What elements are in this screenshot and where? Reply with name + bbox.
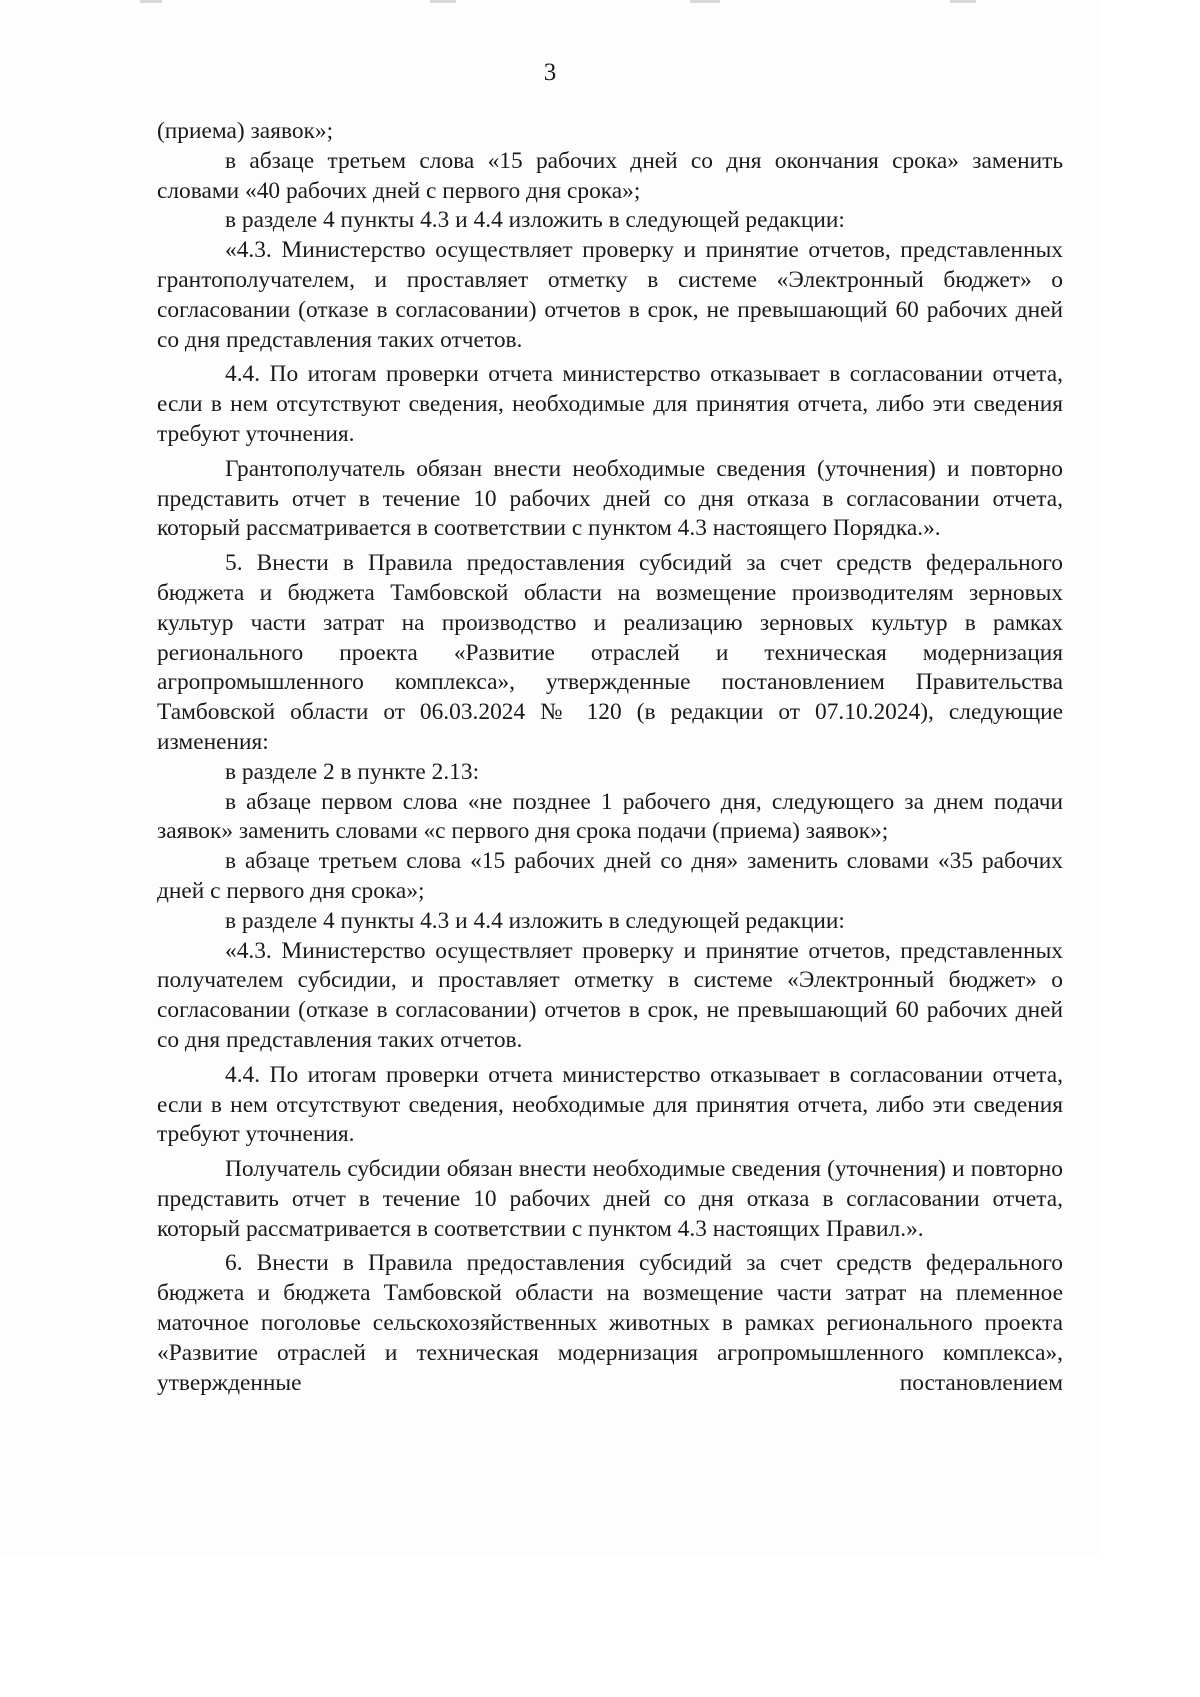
paragraph: 4.4. По итогам проверки отчета министерство отказывает в согласовании отчета, если в нем отсутствуют сведения, необходимые для принятия отчета, либо эти сведения требуют уточнения. (157, 1061, 1063, 1148)
paragraph: Грантополучатель обязан внести необходимые сведения (уточнения) и повторно представить отчет в течение 10 рабочих дней со дня отказа в согласовании отчета, который рассматривается в соответствии с пунктом 4.3 настоящего Порядка.». (157, 455, 1063, 542)
scan-edge-mark (430, 0, 456, 3)
paragraph: в разделе 4 пункты 4.3 и 4.4 изложить в следующей редакции: (225, 907, 845, 934)
paragraph: «4.3. Министерство осуществляет проверку и принятие отчетов, представленных грантополучателем, и проставляет отметку в системе «Электронный бюджет» о согласовании (отказе в согласовании) отчетов в срок, не превышающий 60 рабочих дней со дня представления таких отчетов. (157, 237, 1063, 353)
paragraph: в разделе 4 пункты 4.3 и 4.4 изложить в следующей редакции: (225, 207, 845, 234)
paragraph: в абзаце первом слова «не позднее 1 рабочего дня, следующего за днем подачи заявок» заменить словами «с первого дня срока подачи (приема) заявок»; (157, 788, 1063, 845)
paragraph: 6. Внести в Правила предоставления субсидий за счет средств федерального бюджета и бюджета Тамбовской области на возмещение части затрат на племенное маточное поголовье сельскохозяйственных животных в рамках регионального проекта «Развитие отраслей и техническая модернизация агропромышленного комплекса», утвержденные постановлением (157, 1250, 1063, 1396)
paragraph: 5. Внести в Правила предоставления субсидий за счет средств федерального бюджета и бюджета Тамбовской области на возмещение производителям зерновых культур части затрат на производство и реализацию зерновых культур в рамках регионального проекта «Развитие отраслей и техническая модернизация агропромышленного комплекса», утвержденные постановлением Правительства Тамбовской области от 06.03.2024 № 120 (в редакции от 07.10.2024), следующие изменения: (157, 550, 1063, 755)
scan-edge-mark (690, 0, 720, 3)
paragraph: в разделе 2 в пункте 2.13: (225, 758, 480, 785)
paragraph: Получатель субсидии обязан внести необходимые сведения (уточнения) и повторно представить отчет в течение 10 рабочих дней со дня отказа в согласовании отчета, который рассматривается в соответствии с пунктом 4.3 настоящих Правил.». (157, 1156, 1063, 1242)
paragraph: (приема) заявок»; (157, 118, 334, 144)
paragraph: в абзаце третьем слова «15 рабочих дней со дня» заменить словами «35 рабочих дней с первого дня срока»; (157, 848, 1063, 904)
document-body (157, 117, 1063, 1398)
paragraph: «4.3. Министерство осуществляет проверку и принятие отчетов, представленных получателем субсидии, и проставляет отметку в системе «Электронный бюджет» о согласовании (отказе в согласовании) отчетов в срок, не превышающий 60 рабочих дней со дня представления таких отчетов. (157, 937, 1063, 1053)
scan-edge-mark (140, 0, 162, 3)
paragraph: 4.4. По итогам проверки отчета министерство отказывает в согласовании отчета, если в нем отсутствуют сведения, необходимые для принятия отчета, либо эти сведения требуют уточнения. (157, 361, 1063, 447)
paragraph: в абзаце третьем слова «15 рабочих дней со дня окончания срока» заменить словами «40 рабочих дней с первого дня срока»; (157, 147, 1063, 204)
page-number: 3 (543, 59, 557, 86)
scan-edge-mark (950, 0, 976, 3)
